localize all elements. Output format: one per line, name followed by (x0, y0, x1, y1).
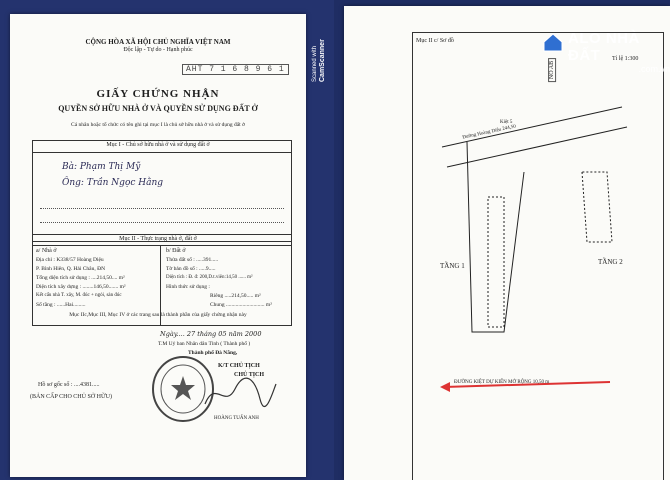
house-build-area: Diện tích xây dựng : ........146,50....... m² (36, 284, 126, 290)
road-expansion-note: ĐƯỜNG KIỆT DỰ KIẾN MỞ RỘNG 10,50 m (454, 380, 550, 385)
plan-stamp-code: NO AB (548, 58, 556, 82)
floor-1-label: TẦNG 1 (440, 262, 465, 270)
site-plan-drawing (412, 32, 662, 472)
country-header: CỘNG HÒA XÃ HỘI CHỦ NGHĨA VIỆT NAM (85, 38, 231, 46)
owner2-name: Ông: Trần Ngọc Hằng (62, 178, 164, 188)
site-plan-page (344, 6, 670, 480)
house-address: Địa chỉ : K338/57 Hoàng Diệu (36, 257, 104, 263)
signer-name: HOÀNG TUẤN ANH (214, 416, 259, 421)
owner1-name: Bà: Phạm Thị Mỹ (62, 162, 141, 172)
committee: T.M Uỷ ban Nhân dân Tỉnh ( Thành phố ) (158, 341, 251, 347)
floor-2-label: TẦNG 2 (598, 258, 623, 266)
scanner-text: Scanned with (312, 45, 318, 82)
house-logo-icon (542, 32, 564, 52)
certificate-page (10, 14, 306, 477)
owner-blank-line (40, 208, 284, 209)
scanner-app: CamScanner (319, 39, 326, 82)
land-map: Tờ bản đồ số : .....9..... (166, 266, 216, 272)
land-plot: Thửa đất số : .....391..... (166, 257, 219, 263)
land-header: b/ Đất ở (166, 248, 186, 254)
owner-section-box (32, 140, 292, 242)
section2-divider (32, 245, 292, 246)
city: Thành phố Đà Nẵng, (188, 350, 238, 356)
copy-note: (BẢN CẤP CHO CHỦ SỞ HỮU) (30, 394, 112, 400)
register-number: Hồ sơ gốc số : ....4381..... (38, 382, 100, 388)
road-label: Kiệt 5 (500, 120, 513, 125)
section1-title: Mục I - Chủ sở hữu nhà ở và sử dụng đất ở (106, 142, 210, 148)
intro-text: Cá nhân hoặc tổ chức có tên ghi tại mục I là chủ sở hữu nhà ở và sử dụng đất ở (71, 122, 245, 128)
house-header: a/ Nhà ở (36, 248, 57, 254)
land-area: Diện tích : Đ. đ: 200,D.t.viên:14,50 ...... m² (166, 275, 253, 280)
certificate-title: GIẤY CHỨNG NHẬN (96, 88, 220, 100)
house-floors: Số tầng : ......Hai......... (36, 302, 86, 308)
plan-section-title: Mục II c/ Sơ đồ (416, 38, 454, 44)
alonhadat-watermark (568, 30, 670, 74)
house-structure: Kết cấu nhà T. xây, M. đúc + ngói, sàn đúc (36, 293, 122, 298)
watermark-domain: .com.vn (638, 64, 670, 74)
road-width: Đường Hoàng Diệu 244,50 (462, 124, 517, 141)
land-shared: Chung ............................ m² (210, 302, 272, 308)
section1-divider (32, 152, 292, 153)
section2-title: Mục II - Thực trạng nhà ở, đất ở (119, 236, 197, 242)
plan-scale: Tỉ lệ 1:300 (612, 56, 639, 62)
land-private: Riêng .....214,50..... m² (210, 293, 261, 299)
watermark-brand: ALO NHÀ ĐẤT (568, 30, 640, 64)
issue-date: Ngày.... 27 tháng 05 năm 2000 (160, 330, 262, 338)
chairman: CHỦ TỊCH (234, 372, 265, 378)
section-notes: Mục IIc,Mục III, Mục IV ở các trang sau là thành phần của giấy chứng nhận này (69, 312, 247, 318)
house-total-area: Tổng diện tích sử dụng : ....214,50.... m² (36, 275, 125, 281)
motto: Độc lập - Tự do - Hạnh phúc (123, 47, 193, 53)
owner-blank-line (40, 222, 284, 223)
certificate-subtitle: QUYỀN SỞ HỮU NHÀ Ở VÀ QUYỀN SỬ DỤNG ĐẤT Ở (58, 104, 258, 113)
land-use: Hình thức sử dụng : (166, 284, 210, 290)
serial-number: AHT 7 1 6 8 9 6 1 (182, 64, 289, 75)
vice-chairman: K/T CHỦ TỊCH (218, 363, 260, 369)
house-ward: P. Bình Hiên, Q. Hải Châu, ĐN (36, 266, 106, 272)
signature-icon (200, 374, 280, 414)
camscanner-label (312, 20, 326, 84)
